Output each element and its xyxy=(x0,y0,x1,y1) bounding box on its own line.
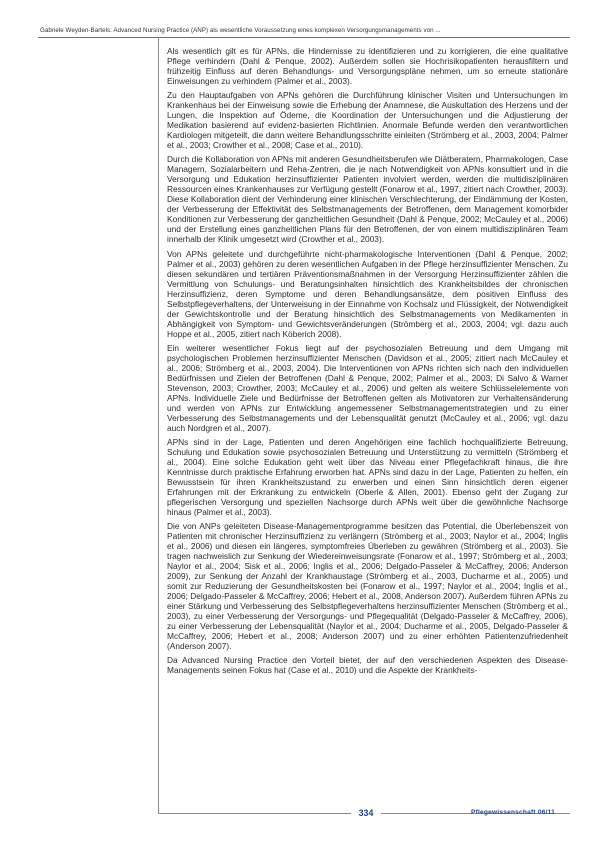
header-rule xyxy=(38,37,570,38)
paragraph-psychosozial: Ein weiterer wesentlicher Fokus liegt auf der psychosozialen Betreuung und dem Umgang mit psychologischen Problemen herzinsuffizienter Menschen (Davidson et al., 2005; zitiert nach McCauley et al., 2006; Strömberg et al., 2003, 2004). Die Interventionen von APNs richten sich nach den individuellen Bedürfnissen und Zielen der Betroffenen (Dahl & Penque, 2002; Palmer et al., 2003; Di Salvo & Warner Stevenson, 2003; Crowther, 2003; McCauley et al., 2006) und gelten als weitere Schlüsselelemente von APNs. Individuelle Ziele und Bedürfnisse der Betroffenen gelten als Motivatoren zur Verhaltensänderung und werden von APNs zur Entwicklung angemessener Selbstmanagementstrategien und zu einer Verbesserung des Selbstmanagements und der Lebensqualität genutzt (McCauley et al., 2006; vgl. dazu auch Nordgren et al., 2007). xyxy=(167,342,568,433)
paragraph-kollaboration: Durch die Kollaboration von APNs mit anderen Gesundheitsberufen wie Diätberatern, Pharmakologen, Case Managern, Sozialarbeitern und Reha-Zentren, die je nach Notwendigkeit von APNs konsultiert und in die Versorgung und Edukation herzinsuffizienter Patienten involviert werden, werden die multidisziplinären Ressourcen eines Krankenhauses zur Verfügung gestellt (Fonarow et al., 1997, zitiert nach Crowther, 2003). Diese Kollaboration dient der Verhinderung einer klinischen Verschlechterung, der Eindämmung der Kosten, der Verbesserung der Effektivität des Selbstmanagements der Betroffenen, dem Management komorbider Konditionen zur Verbesserung der ganzheitlichen Gesundheit (Dahl & Penque, 2002; McCauley et al., 2006) und der Erstellung eines ganzheitlichen Plans für den Betroffenen, der von einem multidisziplinären Team innerhalb der Klinik umgesetzt wird (Crowther et al., 2003). xyxy=(167,154,568,245)
paragraph-advanced-nursing: Da Advanced Nursing Practice den Vorteil bietet, der auf den verschiedenen Aspekten des Disease-Managements seinen Fokus hat (Case et al., 2010) und die Aspekte der Krankheits- xyxy=(167,655,568,676)
journal-reference: Pflegewissenschaft 06/11 xyxy=(471,809,555,816)
paragraph-disease-management: Die von ANPs geleiteten Disease-Managementprogramme besitzen das Potential, die Überlebenszeit von Patienten mit chronischer Herzinsuffizienz zu verlängern (Strömberg et al., 2003; Naylor et al., 2004; Inglis et al., 2006) und diesen ein längeres, symptomfreies Überleben zu gewähren (Strömberg et al., 2003). Sie tragen nachweislich zur Senkung der Wiedereinweisungsrate (Fonarow et al., 1997; Strömberg et al., 2003; Naylor et al., 2004; Sisk et al., 2006; Inglis et al., 2006; Delgado-Passeler & McCaffrey, 2006; Anderson 2009), zur Senkung der Anzahl der Krankhaustage (Strömberg et al., 2003, Ducharme et al., 2005) und somit zur Reduzierung der Gesundheitskosten bei (Fonarow et al., 1997; Naylor et al., 2004; Inglis et al., 2006; Delgado-Passeler & McCaffrey, 2006; Hebert et al., 2008, Anderson 2007). Außerdem führen APNs zu einer Stärkung und Verbesserung des Selbstpflegeverhaltens herzinsuffizienter Menschen (Strömberg et al., 2003), zu einer Verbesserung der Versorgungs- und Pflegequalität (Delgado-Passeler & McCaffrey, 2006), zu einer Verbesserung der Lebensqualität (Naylor et al., 2004; Ducharme et al., 2005, Delgado-Passeler & McCaffrey, 2006; Hebert et al., 2008; Anderson 2007) und zu einer erhöhten Patientenzufriedenheit (Anderson 2007). xyxy=(167,521,568,652)
left-margin-rule xyxy=(158,37,159,813)
paragraph-hindernisse: Als wesentlich gilt es für APNs, die Hindernisse zu identifizieren und zu korrigieren, die eine qualitative Pflege verhindern (Dahl & Penque, 2002). Außerdem sollen sie Hochrisikopatienten herausfiltern und frühzeitig Einfluss auf deren Behandlungs- und Versorgungspläne nehmen, um so erneute stationäre Einweisungen zu verhindern (Palmer et al., 2003). xyxy=(167,46,568,86)
page-number: 334 xyxy=(351,806,381,820)
running-header: Gabriele Weyden-Bartels: Advanced Nursing Practice (ANP) als wesentliche Voraussetzung eines komplexen Versorgungsmanagements von ... xyxy=(40,27,441,34)
paragraph-hauptaufgaben: Zu den Hauptaufgaben von APNs gehören die Durchführung klinischer Visiten und Untersuchungen im Krankenhaus bei der Einweisung sowie die Erhebung der Anamnese, die Auskultation des Herzens und der Lungen, die Inspektion auf Ödeme, die Koordination der Untersuchungen und die Adjustierung der Medikation basierend auf evidenz-basierten Richtlinien. Anormale Befunde werden den verantwortlichen Kardiologen mitgeteilt, die dann weitere Behandlungsschritte einleiten (Strömberg et al., 2003, 2004; Palmer et al., 2003; Crowther et al., 2008; Case et al., 2010). xyxy=(167,90,568,151)
paragraph-edukation: APNs sind in der Lage, Patienten und deren Angehörigen eine fachlich hochqualifizierte Betreuung, Schulung und Edukation sowie psychosozialen Betreuung und Unterstützung zu vermitteln (Strömberg et al., 2004). Eine solche Edukation geht weit über das Niveau einer Pflegefachkraft hinaus, die ihre Kenntnisse durch praktische Erfahrung erworben hat. APNs sind dazu in der Lage, Patienten zu helfen, ein Bewusstsein für ihren Krankheitszustand zu erwerben und einen Sinn hinsichtlich deren eigener Erfahrungen mit der Erkrankung zu entwickeln (Oberle & Allen, 2001). Ebenso geht der Zugang zur pflegerischen Versorgung und speziellen Nachsorge durch APNs weit über die gewöhnliche Nachsorge hinaus (Palmer et al., 2003). xyxy=(167,436,568,517)
paragraph-interventionen: Von APNs geleitete und durchgeführte nicht-pharmakologische Interventionen (Dahl & Penque, 2002; Palmer et al., 2003) gehören zu deren wesentlichen Aufgaben in der Pflege herzinsuffizienter Menschen. Zu diesen sekundären und tertiären Präventionsmaßnahmen in der Versorgung Herzinsuffizienter zählen die Vermittlung von Schulungs- und Beratungsinhalten hinsichtlich des Krankheitsbildes der chronischen Herzinsuffizienz, deren Symptome und deren Behandlungsansätze, dem positiven Einfluss des Selbstpflegeverhaltens, der Unterweisung in der Einnahme von Kochsalz und Flüssigkeit, der Notwendigkeit der Gewichtskontrolle und der Beratung hinsichtlich des Selbstmanagements von Medikamenten in Abhängigkeit von Symptom- und Gewichtsveränderungen (Strömberg et al., 2003, 2004; vgl. dazu auch Hoppe et al., 2005, zitiert nach Köberich 2008). xyxy=(167,248,568,339)
main-text-column xyxy=(167,46,568,680)
